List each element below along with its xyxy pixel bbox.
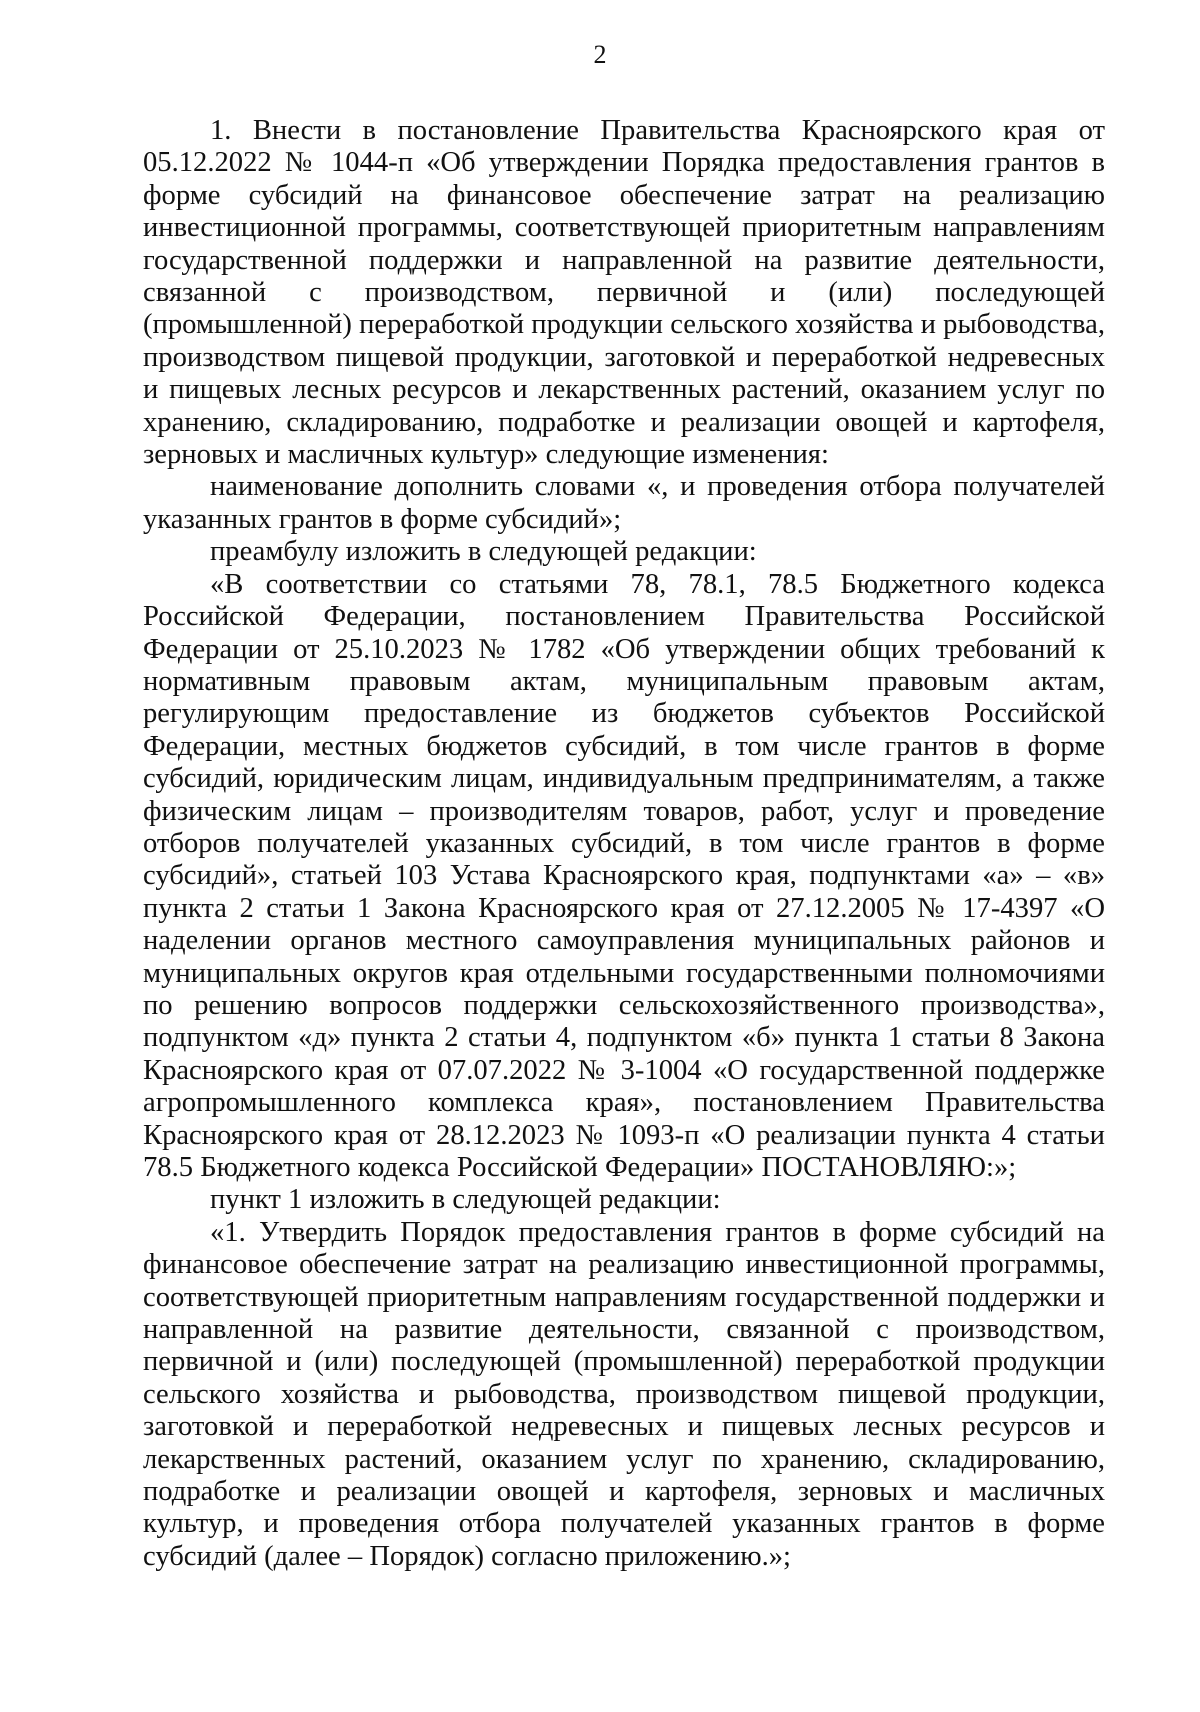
document-body — [143, 115, 1105, 1573]
paragraph-item1-heading: пункт 1 изложить в следующей редакции: — [210, 1184, 721, 1216]
paragraph-item1-text: «1. Утвердить Порядок предоставления грантов в форме субсидий на финансовое обеспечение затрат на реализацию инвестиционной программы, соответствующей приоритетным направлениям государственной поддержки и направленной на развитие деятельности, связанной с производством, первичной и (или) последующей (промышленной) переработкой продукции сельского хозяйства и рыбоводства, производством пищевой продукции, заготовкой и переработкой недревесных и пищевых лесных ресурсов и лекарственных растений, оказанием услуг по хранению, складированию, подработке и реализации овощей и картофеля, зерновых и масличных культур, и проведения отбора получателей указанных грантов в форме субсидий (далее – Порядок) согласно приложению.»; — [143, 1216, 1105, 1572]
page-number: 2 — [593, 40, 607, 69]
paragraph-preamble-heading: преамбулу изложить в следующей редакции: — [210, 536, 757, 568]
paragraph-title-change: наименование дополнить словами «, и проведения отбора получателей указанных грантов в форме субсидий»; — [143, 471, 1105, 535]
paragraph-preamble-text: «В соответствии со статьями 78, 78.1, 78.5 Бюджетного кодекса Российской Федерации, постановлением Правительства Российской Федерации от 25.10.2023 № 1782 «Об утверждении общих требований к нормативным правовым актам, муниципальным правовым актам, регулирующим предоставление из бюджетов субъектов Российской Федерации, местных бюджетов субсидий, в том числе грантов в форме субсидий, юридическим лицам, индивидуальным предпринимателям, а также физическим лицам – производителям товаров, работ, услуг и проведение отборов получателей указанных субсидий, в том числе грантов в форме субсидий», статьей 103 Устава Красноярского края, подпунктами «а» – «в» пункта 2 статьи 1 Закона Красноярского края от 27.12.2005 № 17-4397 «О наделении органов местного самоуправления муниципальных районов и муниципальных округов края отдельными государственными полномочиями по решению вопросов поддержки сельскохозяйственного производства», подпунктом «д» пункта 2 статьи 4, подпунктом «б» пункта 1 статьи 8 Закона Красноярского края от 07.07.2022 № 3-1004 «О государственной поддержке агропромышленного комплекса края», постановлением Правительства Красноярского края от 28.12.2023 № 1093-п «О реализации пункта 4 статьи 78.5 Бюджетного кодекса Российской Федерации» ПОСТАНОВЛЯЮ:»; — [143, 568, 1105, 1183]
paragraph-amendment-intro: 1. Внести в постановление Правительства Красноярского края от 05.12.2022 № 1044-п «Об утверждении Порядка предоставления грантов в форме субсидий на финансовое обеспечение затрат на реализацию инвестиционной программы, соответствующей приоритетным направлениям государственной поддержки и направленной на развитие деятельности, связанной с производством, первичной и (или) последующей (промышленной) переработкой продукции сельского хозяйства и рыбоводства, производством пищевой продукции, заготовкой и переработкой недревесных и пищевых лесных ресурсов и лекарственных растений, оказанием услуг по хранению, складированию, подработке и реализации овощей и картофеля, зерновых и масличных культур» следующие изменения: — [143, 115, 1105, 471]
